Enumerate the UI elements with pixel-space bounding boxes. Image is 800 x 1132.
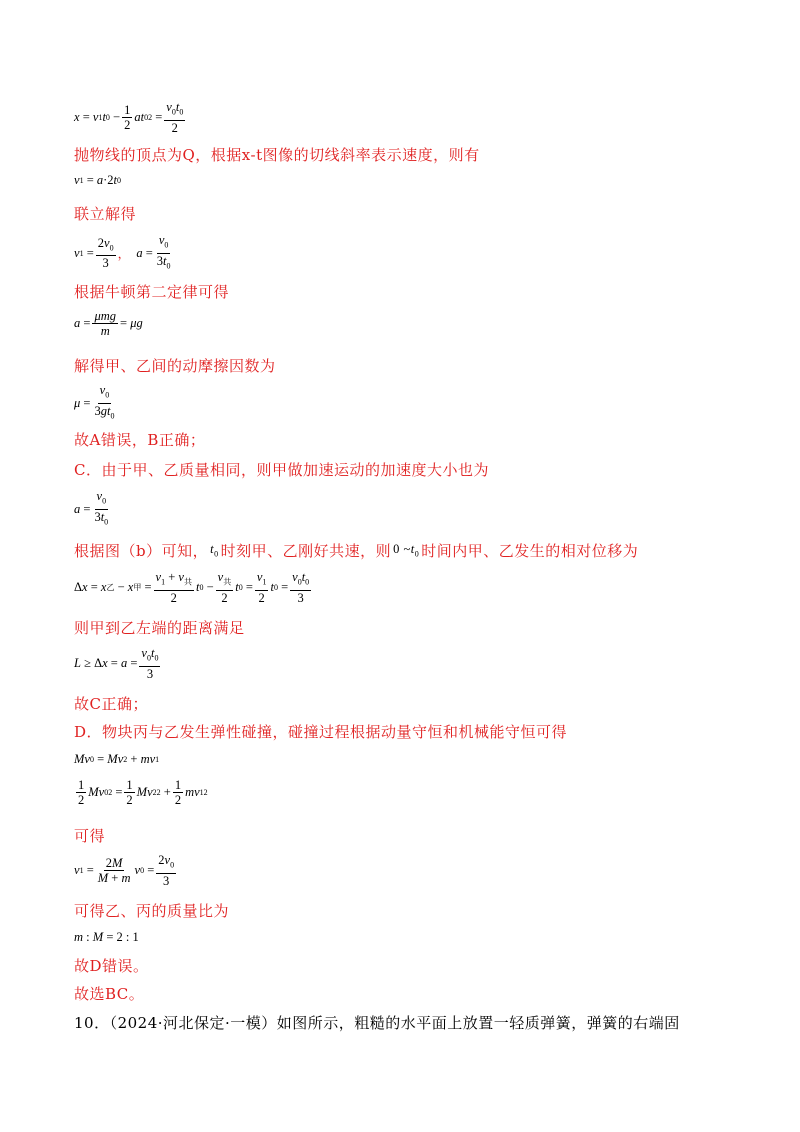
inline-math: 0 $\sim t_0$ <box>393 542 420 559</box>
text-line: 联立解得 <box>74 205 137 223</box>
text-line: 故D错误。 <box>74 957 149 975</box>
text-line: 故A错误，B正确； <box>74 431 206 449</box>
equation-newton: a = $\frac{\text{μmg}}{m}$ = μg <box>74 309 143 338</box>
text-line: 可得 <box>74 827 106 845</box>
text-line: 可得乙、丙的质量比为 <box>74 902 230 920</box>
question-10-text: 10．（2024·河北保定·一模）如图所示，粗糙的水平面上放置一轻质弹簧，弹簧的右端固 <box>74 1014 680 1032</box>
equation-distance: L ≥ Δ x = a = $\frac{v_0t_0}{3}$ <box>74 646 159 681</box>
equation-velocity-after: v 1 = $\frac{2M}{M + m}$ v 0 = $\frac{2v_0}{3}$ <box>74 853 175 888</box>
equation-mass-ratio: m : M = 2 : 1 <box>74 930 139 944</box>
equation-energy: $\frac{1}{2}$ Mv 0 2 = $\frac{1}{2}$ Mv 2 2 + $\frac{1}{2}$ mv 1 2 <box>78 778 208 807</box>
equation-solution: v 1 = $\frac{2v_0}{3}$ ， a = $\frac{v_0}{3t_0}$ <box>74 233 171 271</box>
equation-friction-coefficient: μ = $\frac{v_0}{3gt_0}$ <box>74 383 115 420</box>
equation-displacement: x = v 1 t 0 − $\frac{1}{2}$ at 0 2 = $\frac{v_0t_0}{2}$ <box>74 100 184 135</box>
text-line: 解得甲、乙间的动摩擦因数为 <box>74 357 276 375</box>
text-line: 则甲到乙左端的距离满足 <box>74 619 245 637</box>
text-line: D．物块丙与乙发生弹性碰撞，碰撞过程根据动量守恒和机械能守恒可得 <box>74 723 568 741</box>
text-line: C．由于甲、乙质量相同，则甲做加速运动的加速度大小也为 <box>74 461 489 479</box>
text-line: 故C正确； <box>74 695 148 713</box>
equation-momentum: Mv 0 = Mv 2 + mv 1 <box>74 752 160 766</box>
equation-relative-displacement: Δ x = x 乙 − x 甲 = $\frac{v_1 + v_共}{2}$ t 0 − $\frac{v_共}{2}$ t 0 = $\frac{v_1}{2}$ t 0 = $\frac{v_0t_0}{3}$ <box>74 570 310 605</box>
text-segment: 根据图（b）可知， <box>74 542 209 560</box>
text-line-mixed <box>74 540 638 561</box>
equation-acceleration: a = $\frac{v_0}{3t_0}$ <box>74 489 109 526</box>
text-line: 抛物线的顶点为Q，根据x-t图像的切线斜率表示速度，则有 <box>74 146 480 164</box>
text-line: 故选BC。 <box>74 985 145 1003</box>
equation-velocity: v 1 = a ·2 t 0 <box>74 173 122 187</box>
inline-math: $t_0$ <box>210 542 219 559</box>
text-line: 根据牛顿第二定律可得 <box>74 283 230 301</box>
text-segment: 时间内甲、乙发生的相对位移为 <box>421 542 639 560</box>
text-segment: 时刻甲、乙刚好共速，则 <box>220 542 392 560</box>
